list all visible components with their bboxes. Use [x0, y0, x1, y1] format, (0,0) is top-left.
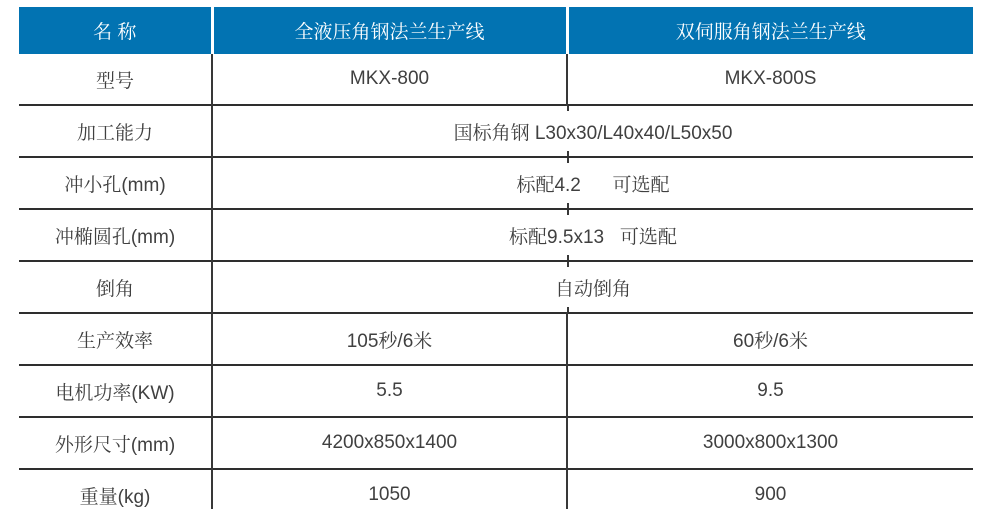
header-row	[19, 7, 973, 54]
row-value-b: 900	[567, 469, 973, 509]
row-model	[19, 54, 973, 105]
row-processing-capacity	[19, 105, 973, 157]
row-value-b: 3000x800x1300	[567, 417, 973, 469]
row-value-a: 4200x850x1400	[212, 417, 567, 469]
row-label: 生产效率	[76, 330, 153, 352]
row-value-a: MKX-800	[212, 54, 567, 105]
row-value-span: 标配9.5x13 可选配	[212, 209, 973, 261]
row-label: 重量(kg)	[79, 486, 151, 508]
header-product-a-cell: 全液压角钢法兰生产线	[212, 7, 567, 54]
row-value-a: 5.5	[212, 365, 567, 417]
product-spec-table	[19, 7, 973, 509]
row-production-efficiency	[19, 313, 973, 365]
row-label: 加工能力	[76, 122, 153, 144]
row-chamfer	[19, 261, 973, 313]
row-value-b: MKX-800S	[567, 54, 973, 105]
row-label: 冲椭圆孔(mm)	[54, 226, 176, 248]
row-label: 型号	[95, 70, 134, 92]
row-small-hole-punch	[19, 157, 973, 209]
row-value-b: 9.5	[567, 365, 973, 417]
row-value-b: 60秒/6米	[567, 313, 973, 365]
row-value-span: 国标角钢 L30x30/L40x40/L50x50	[212, 105, 973, 157]
row-value-a: 1050	[212, 469, 567, 509]
row-label: 外形尺寸(mm)	[54, 434, 176, 456]
row-value-span: 自动倒角	[212, 261, 973, 313]
row-outer-dimensions	[19, 417, 973, 469]
row-label: 电机功率(KW)	[55, 382, 175, 404]
row-value-a: 105秒/6米	[212, 313, 567, 365]
row-motor-power	[19, 365, 973, 417]
row-oval-hole-punch	[19, 209, 973, 261]
row-value-span: 标配4.2 可选配	[212, 157, 973, 209]
header-product-b-cell: 双伺服角钢法兰生产线	[567, 7, 973, 54]
row-weight	[19, 469, 973, 509]
header-name-cell: 名 称	[19, 7, 212, 54]
row-label: 冲小孔(mm)	[64, 174, 166, 196]
row-label: 倒角	[95, 278, 134, 300]
